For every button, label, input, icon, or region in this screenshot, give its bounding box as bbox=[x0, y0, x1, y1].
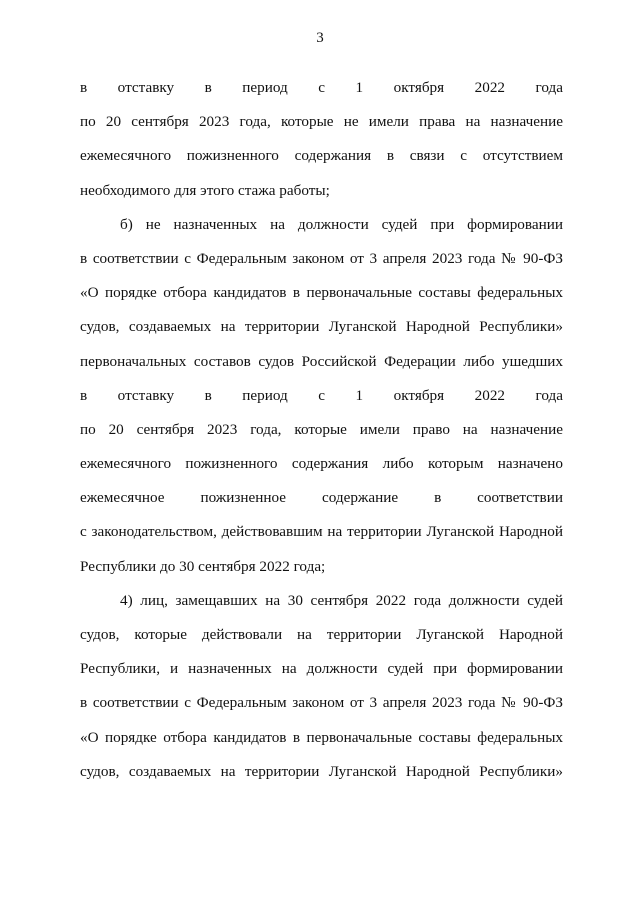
text-line: Республики до 30 сентября 2022 года; bbox=[80, 557, 326, 575]
text-line: необходимого для этого стажа работы; bbox=[80, 181, 330, 199]
text-line: в соответствии с Федеральным законом от 3 апреля 2023 года № 90-ФЗ bbox=[80, 694, 563, 712]
text-line: «О порядке отбора кандидатов в первоначальные составы федеральных bbox=[80, 728, 563, 746]
text-line: с законодательством, действовавшим на территории Луганской Народной bbox=[80, 523, 563, 541]
text-line: «О порядке отбора кандидатов в первоначальные составы федеральных bbox=[80, 284, 563, 302]
text-line: в отставку в период с 1 октября 2022 года bbox=[80, 386, 563, 404]
text-line: по 20 сентября 2023 года, которые не имели права на назначение bbox=[80, 113, 563, 131]
text-line: Республики, и назначенных на должности судей при формировании bbox=[80, 660, 563, 678]
text-line: по 20 сентября 2023 года, которые имели право на назначение bbox=[80, 420, 563, 438]
text-line: судов, создаваемых на территории Луганской Народной Республики» bbox=[80, 318, 563, 336]
text-line: в соответствии с Федеральным законом от 3 апреля 2023 года № 90-ФЗ bbox=[80, 249, 563, 267]
text-line: в отставку в период с 1 октября 2022 года bbox=[80, 79, 563, 96]
document-body bbox=[80, 78, 563, 796]
paragraph-first-line: 4) лиц, замещавших на 30 сентября 2022 года должности судей bbox=[120, 591, 563, 609]
text-line: ежемесячное пожизненное содержание в соответствии bbox=[80, 489, 563, 507]
paragraph-first-line: б) не назначенных на должности судей при формировании bbox=[120, 215, 563, 233]
text-line: судов, которые действовали на территории Луганской Народной bbox=[80, 626, 563, 643]
text-line: первоначальных составов судов Российской Федерации либо ушедших bbox=[80, 352, 563, 370]
page-number: 3 bbox=[316, 30, 324, 46]
text-line: ежемесячного пожизненного содержания либо которым назначено bbox=[80, 455, 563, 473]
text-line: ежемесячного пожизненного содержания в связи с отсутствием bbox=[80, 147, 563, 165]
text-line: судов, создаваемых на территории Луганской Народной Республики» bbox=[80, 762, 563, 780]
